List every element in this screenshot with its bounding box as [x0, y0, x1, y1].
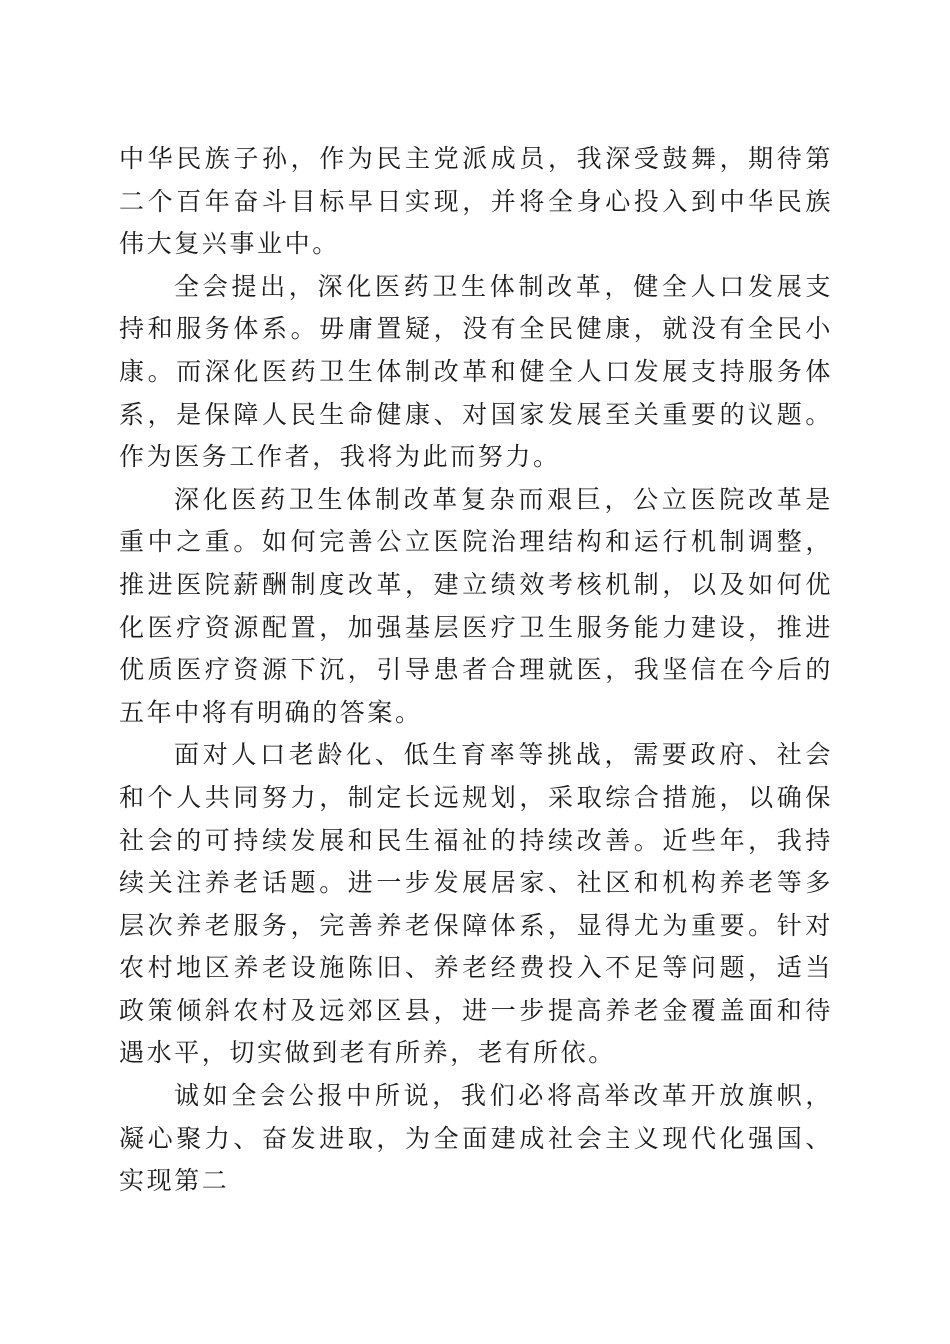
paragraph-5: 诚如全会公报中所说，我们必将高举改革开放旗帜，凝心聚力、奋发进取，为全面建成社会主义现代化强国、实现第二	[119, 1081, 833, 1196]
paragraph-4: 面对人口老龄化、低生育率等挑战，需要政府、社会和个人共同努力，制定长远规划，采取综合措施，以确保社会的可持续发展和民生福祉的持续改善。近些年，我持续关注养老话题。进一步发展居家、社区和机构养老等多层次养老服务，完善养老保障体系，显得尤为重要。针对农村地区养老设施陈旧、养老经费投入不足等问题，适当政策倾斜农村及远郊区县，进一步提高养老金覆盖面和待遇水平，切实做到老有所养，老有所依。	[119, 740, 833, 1068]
paragraph-1: 中华民族子孙，作为民主党派成员，我深受鼓舞，期待第二个百年奋斗目标早日实现，并将全身心投入到中华民族伟大复兴事业中。	[119, 144, 833, 259]
paragraph-3: 深化医药卫生体制改革复杂而艰巨，公立医院改革是重中之重。如何完善公立医院治理结构和运行机制调整，推进医院薪酬制度改革，建立绩效考核机制，以及如何优化医疗资源配置，加强基层医疗卫生服务能力建设，推进优质医疗资源下沉，引导患者合理就医，我坚信在今后的五年中将有明确的答案。	[119, 484, 833, 727]
paragraph-2: 全会提出，深化医药卫生体制改革，健全人口发展支持和服务体系。毋庸置疑，没有全民健康，就没有全民小康。而深化医药卫生体制改革和健全人口发展支持服务体系，是保障人民生命健康、对国家发展至关重要的议题。作为医务工作者，我将为此而努力。	[119, 271, 833, 472]
document-body	[119, 138, 833, 1203]
